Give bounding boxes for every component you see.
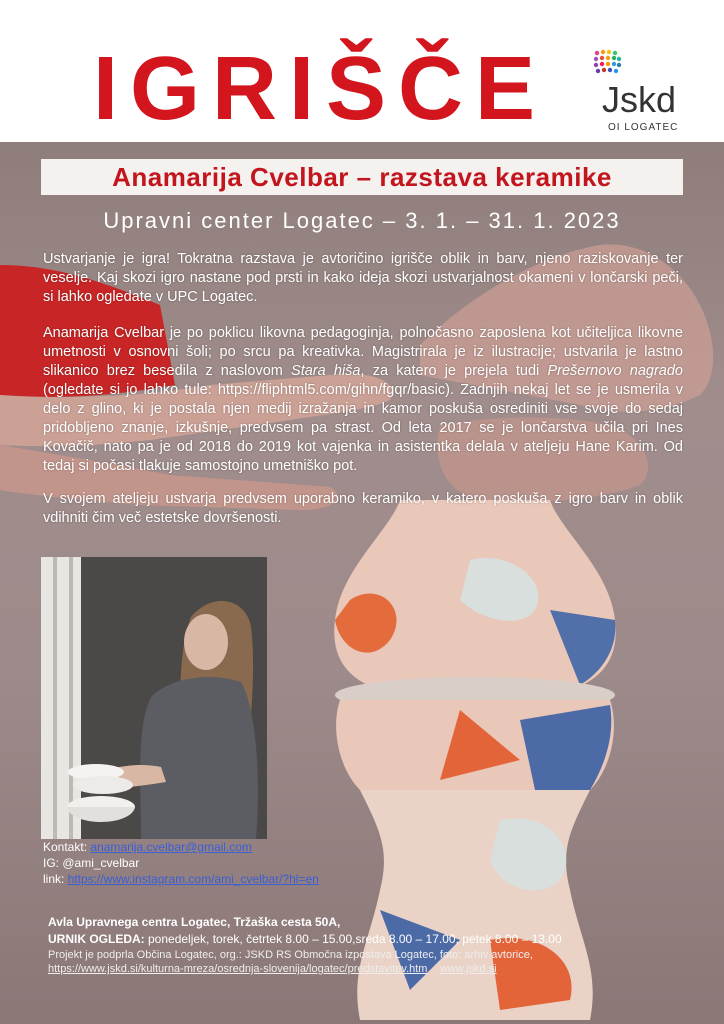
logo-subtext: OI LOGATEC [608, 122, 679, 133]
instagram-link[interactable]: https://www.instagram.com/ami_cvelbar/?hl=en [67, 872, 319, 886]
link-label: link: [43, 872, 68, 886]
email-link[interactable]: anamarija.cvelbar@gmail.com [90, 840, 252, 854]
hours-label: URNIK OGLEDA: [48, 932, 145, 946]
book-title: Stara hiša [291, 363, 361, 379]
subtitle-banner [41, 159, 683, 195]
exhibition-subtitle: Anamarija Cvelbar – razstava keramike [112, 161, 612, 192]
venue-dates: Upravni center Logatec – 3. 1. – 31. 1. 2023 [103, 208, 621, 233]
jskd-logatec-link[interactable]: https://www.jskd.si/kulturna-mreza/osrednja-slovenija/logatec/predstavitev.htm [48, 963, 428, 975]
instagram-link-line [43, 871, 319, 887]
jskd-home-link[interactable]: www.jskd.si [439, 963, 497, 975]
contact-block [43, 839, 319, 887]
logo-text: Jskd [602, 79, 677, 120]
bio-text-1: Anamarija Cvelbar je po poklicu likovna pedagoginja, polnočasno zaposlena kot učiteljica likovne umetnosti v osnovni šoli; po srcu pa kreativka. Magistrirala je iz ilustracije; ustvarila je lastno slikanico brez besedila z naslovom [43, 325, 683, 379]
jskd-logo [590, 44, 700, 134]
hours-text: ponedeljek, torek, četrtek 8.00 – 15.00,sreda 8.00 – 17.00, petek 8.00 – 13.00 [144, 932, 562, 946]
logo-dots-icon [592, 48, 622, 78]
address: Avla Upravnega centra Logatec, Tržaška cesta 50A, [48, 915, 341, 929]
artist-photo [41, 557, 267, 839]
award-name: Prešernovo nagrado [547, 363, 683, 379]
page-title: IGRIŠČE [92, 39, 548, 139]
footer-info [48, 914, 562, 976]
credits: Projekt je podprla Občina Logatec, org.: JSKD RS Območna izpostava Logatec, foto: arhiv avtorice, [48, 949, 533, 961]
footer-links [48, 962, 562, 976]
bio-text-3: (ogledate si jo lahko tule: https://fliphtml5.com/gihn/fgqr/basic). Zadnjih nekaj let se je usmerila v delo z glino, ki je postala njen medij izražanja in kamor poskuša osrediniti vse svoje do sedaj pridobljeno znanje, izkušnje, predvsem pa strast. Od leta 2017 se je lončarstva učila pri Ines Kovačič, nato pa je od 2018 do 2019 kot vajenka in asistentka delala v ateljeju Hane Karim. Od tedaj si počasi tlakuje samostojno umetniško pot. [43, 382, 683, 474]
contact-label: Kontakt: [43, 840, 91, 854]
instagram-handle: IG: @ami_cvelbar [43, 856, 140, 870]
opening-hours [48, 931, 562, 948]
contact-email-line [43, 839, 319, 855]
intro-paragraph: Ustvarjanje je igra! Tokratna razstava je avtoričino igrišče oblik in barv, njeno raziskovanje ter veselje. Kaj skozi igro nastane pod prsti in kako ideja skozi ustvarjalnost okameni v lončarski peči, si lahko ogledate v UPC Logatec. [43, 251, 683, 305]
studio-paragraph: V svojem ateljeju ustvarja predvsem uporabno keramiko, v katero poskuša z igro barv in oblik vdihniti čim več estetske dovršenosti. [43, 491, 683, 526]
bio-paragraph [43, 324, 683, 476]
bio-text-2: , za katero je prejela tudi [360, 363, 548, 379]
